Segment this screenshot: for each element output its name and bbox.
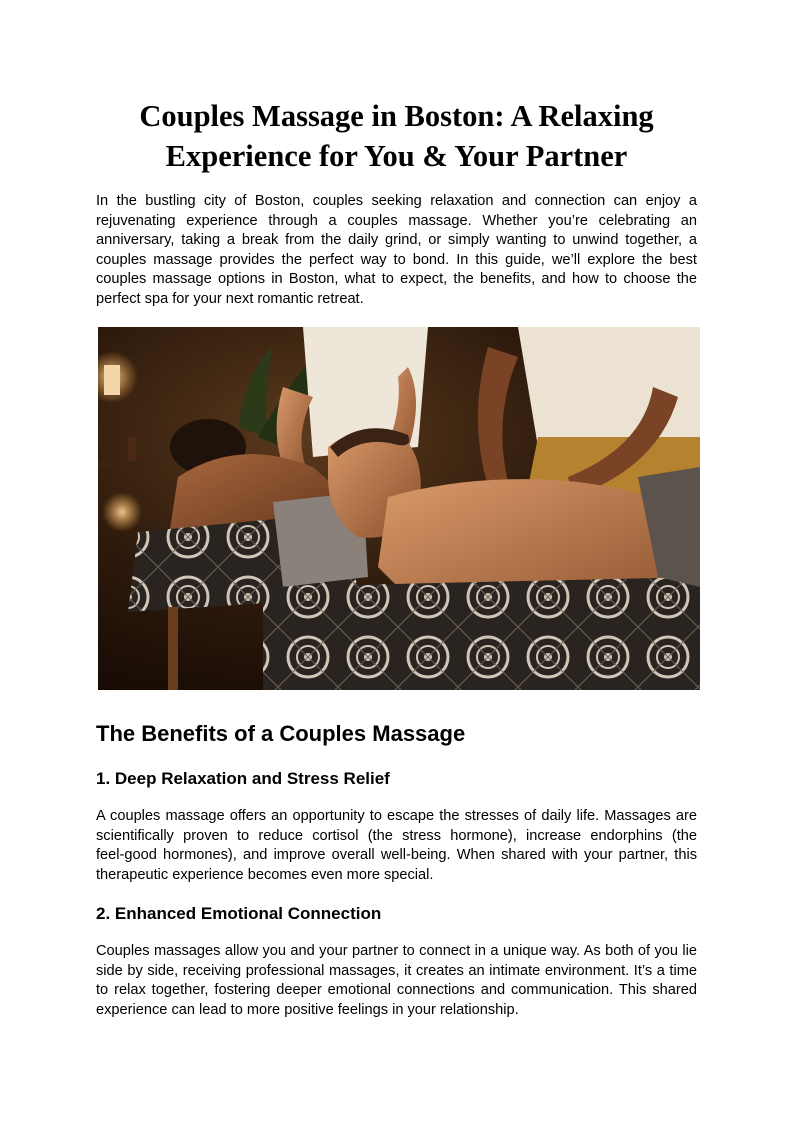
section-paragraph [96, 942, 697, 1020]
text-line: side by side, receiving professional massages, it creates an intimate environment. It’s a time [96, 962, 697, 979]
couple-massage-photo [98, 327, 700, 690]
text-line: rejuvenating experience through a couples massage. Whether you’re celebrating an [96, 212, 697, 229]
page-title [96, 96, 697, 176]
text-line: A couples massage offers an opportunity to escape the stresses of daily life. Massages are [96, 808, 697, 824]
text-line: couples massage provides the perfect way to bond. In this guide, we’ll explore the best [96, 251, 697, 268]
text-line: couples massage options in Boston, what to expect, the benefits, and how to choose the [96, 271, 697, 288]
text-line: to relax together, fostering deeper emotional connections and communication. This shared [96, 982, 697, 999]
text-line: experience can lead to more positive feelings in your relationship. [96, 1001, 519, 1018]
benefits-heading: The Benefits of a Couples Massage [96, 721, 466, 746]
intro-paragraph [96, 192, 697, 310]
text-line: feel-good hormones), and improve overall well-being. When shared with your partner, this [96, 847, 697, 864]
section-heading: 2. Enhanced Emotional Connection [96, 904, 382, 923]
text-line: therapeutic experience becomes even more special. [96, 866, 434, 883]
text-line: Couples massages allow you and your partner to connect in a unique way. As both of you lie [96, 943, 697, 959]
section-heading: 1. Deep Relaxation and Stress Relief [96, 769, 390, 788]
text-line: perfect spa for your next romantic retreat. [96, 290, 364, 307]
text-line: scientifically proven to reduce cortisol (the stress hormone), increase endorphins (the [96, 827, 697, 844]
text-line: In the bustling city of Boston, couples seeking relaxation and connection can enjoy a [96, 193, 697, 209]
massage-photo-illustration [98, 327, 700, 690]
title-line: Experience for You & Your Partner [165, 139, 628, 173]
section-paragraph [96, 807, 697, 885]
text-line: anniversary, taking a break from the daily grind, or simply wanting to unwind together, a [96, 232, 697, 249]
title-line: Couples Massage in Boston: A Relaxing [139, 99, 654, 133]
